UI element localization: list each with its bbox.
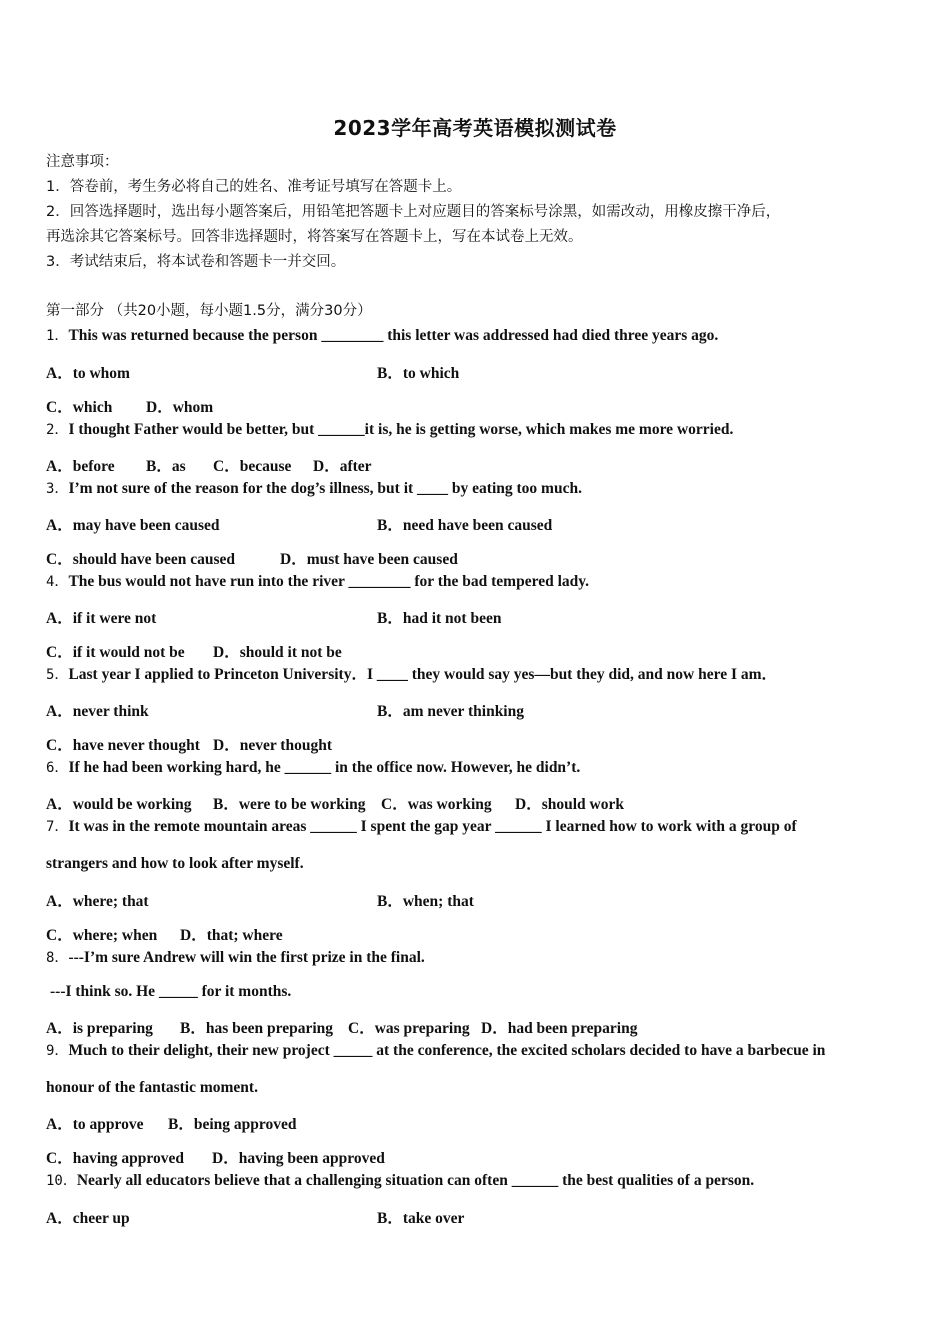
question-8 [46,948,425,968]
notice-item-2-cont: 再选涂其它答案标号。回答非选择题时，将答案写在答题卡上，写在本试卷上无效。 [46,229,583,245]
question-number: 8． [46,950,69,966]
question-9 [46,1041,825,1061]
question-text: I’m not sure of the reason for the dog’s illness, but it ____ by eating too much. [68,480,582,497]
question-2 [46,420,733,440]
option-6d[interactable]: D．should work [515,796,624,813]
option-3c[interactable]: C．should have been caused [46,551,236,568]
question-text: Much to their delight, their new project _____ at the conference, the excited scholars decided to have a barbecue in [68,1042,826,1059]
option-5d[interactable]: D．never thought [213,737,332,754]
question-number: 9． [46,1043,69,1059]
question-5 [46,665,777,685]
option-7d[interactable]: D．that; where [180,927,283,944]
question-6 [46,758,580,778]
question-4 [46,572,589,592]
option-4d[interactable]: D．should it not be [213,644,342,661]
question-text: It was in the remote mountain areas ______ I spent the gap year ______ I learned how to work with a group of [68,818,797,835]
exam-title: 2023学年高考英语模拟测试卷 [333,116,617,140]
option-7c[interactable]: C．where; when [46,927,158,944]
question-9-cont: honour of the fantastic moment. [46,1079,258,1096]
question-text: Nearly all educators believe that a challenging situation can often ______ the best qualities of a person. [76,1172,755,1189]
option-3a[interactable]: A．may have been caused [46,517,220,534]
option-1c[interactable]: C．which [46,399,113,416]
section-heading: 第一部分 （共20小题，每小题1.5分，满分30分） [46,303,372,319]
question-10 [46,1171,754,1191]
option-5a[interactable]: A．never think [46,703,149,720]
question-number: 2． [46,422,69,438]
option-9c[interactable]: C．having approved [46,1150,184,1167]
question-7 [46,817,797,837]
option-2d[interactable]: D．after [313,458,372,475]
question-number: 1． [46,328,69,344]
question-text: I thought Father would be better, but ______it is, he is getting worse, which makes me more worried. [68,421,734,438]
option-1b[interactable]: B．to which [377,365,460,382]
option-10b[interactable]: B．take over [377,1210,465,1227]
question-number: 6． [46,760,69,776]
option-2c[interactable]: C．because [213,458,292,475]
option-6b[interactable]: B．were to be working [213,796,366,813]
option-4b[interactable]: B．had it not been [377,610,502,627]
question-7-cont: strangers and how to look after myself. [46,855,304,872]
option-9a[interactable]: A．to approve [46,1116,144,1133]
option-9d[interactable]: D．having been approved [212,1150,385,1167]
option-7a[interactable]: A．where; that [46,893,149,910]
question-3 [46,479,582,499]
option-2a[interactable]: A．before [46,458,115,475]
option-6a[interactable]: A．would be working [46,796,192,813]
notice-item-1: 1．答卷前，考生务必将自己的姓名、准考证号填写在答题卡上。 [46,179,462,195]
option-4c[interactable]: C．if it would not be [46,644,185,661]
notice-item-3: 3．考试结束后，将本试卷和答题卡一并交回。 [46,254,346,270]
question-text: The bus would not have run into the river ________ for the bad tempered lady. [68,573,590,590]
option-3d[interactable]: D．must have been caused [280,551,458,568]
question-number: 4． [46,574,69,590]
option-8c[interactable]: C．was preparing [348,1020,470,1037]
question-number: 3． [46,481,69,497]
option-8b[interactable]: B．has been preparing [180,1020,334,1037]
option-8a[interactable]: A．is preparing [46,1020,153,1037]
notice-item-2: 2．回答选择题时，选出每小题答案后，用铅笔把答题卡上对应题目的答案标号涂黑，如需改动，用橡皮擦干净后， [46,204,781,220]
option-3b[interactable]: B．need have been caused [377,517,553,534]
option-2b[interactable]: B．as [146,458,186,475]
question-text: ---I’m sure Andrew will win the first prize in the final. [68,949,425,966]
question-text: This was returned because the person ________ this letter was addressed had died three years ago. [68,327,719,344]
option-5b[interactable]: B．am never thinking [377,703,524,720]
option-4a[interactable]: A．if it were not [46,610,157,627]
notice-heading: 注意事项： [46,154,119,170]
question-number: 5． [46,667,69,683]
option-8d[interactable]: D．had been preparing [481,1020,638,1037]
option-9b[interactable]: B．being approved [168,1116,297,1133]
question-text: If he had been working hard, he ______ in the office now. However, he didn’t. [68,759,581,776]
option-1d[interactable]: D．whom [146,399,214,416]
question-1 [46,326,718,346]
question-number: 7． [46,819,69,835]
option-5c[interactable]: C．have never thought [46,737,200,754]
option-6c[interactable]: C．was working [381,796,492,813]
question-text: Last year I applied to Princeton University．I ____ they would say yes—but they did, and now here I am． [68,666,778,683]
option-7b[interactable]: B．when; that [377,893,474,910]
question-number: 10． [46,1173,77,1189]
question-8-reply: ---I think so. He _____ for it months. [50,983,292,1000]
option-1a[interactable]: A．to whom [46,365,130,382]
option-10a[interactable]: A．cheer up [46,1210,130,1227]
